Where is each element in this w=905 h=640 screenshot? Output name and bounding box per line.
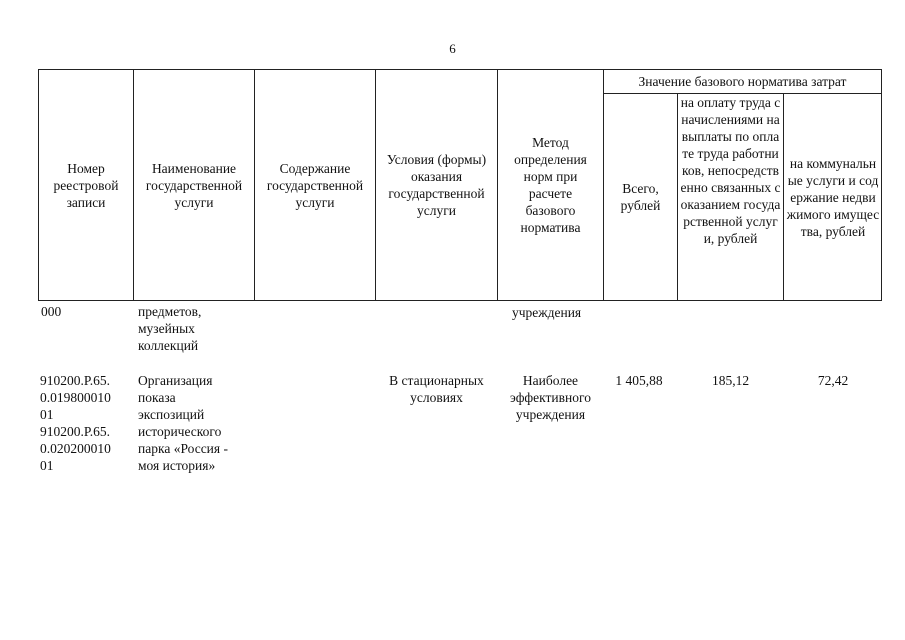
header-total: Всего, рублей — [620, 181, 661, 213]
row-total: 1 405,88 — [615, 373, 663, 388]
row-service-conditions: В стационарных условиях — [389, 373, 484, 405]
header-utilities-costs: на коммунальные услуги и содержание недвижимого имущества, рублей — [786, 155, 880, 239]
header-norm-method: Метод определения норм при расчете базового норматива — [514, 135, 587, 235]
row-norm-method: Наиболее эффективного учреждения — [510, 373, 591, 422]
header-registry-number: Номер реестровой записи — [53, 160, 119, 210]
header-service-conditions: Условия (формы) оказания государственной услуги — [386, 152, 487, 218]
page-number: 6 — [449, 41, 456, 56]
header-service-name: Наименование государственной услуги — [145, 160, 243, 210]
row-labor-costs: 185,12 — [711, 373, 750, 388]
row-service-name: Организация показа экспозиций исторического парка «Россия - моя история» — [138, 373, 228, 473]
row-registry-number: 910200.Р.65. 0.019800010 01 910200.Р.65. 0.020200010 01 — [40, 373, 111, 473]
header-service-content: Содержание государственной услуги — [266, 160, 364, 210]
header-group-title: Значение базового норматива затрат — [638, 73, 847, 89]
continuation-registry: 000 — [41, 304, 62, 319]
row-utilities-costs: 72,42 — [817, 373, 849, 388]
header-labor-costs: на оплату труда с начислениями на выплаты по оплате труда работников, непосредственно связанных с оказанием государственной услуги, рублей — [680, 95, 781, 246]
continuation-method: учреждения — [512, 305, 582, 320]
continuation-service-name: предметов, музейных коллекций — [138, 304, 202, 353]
